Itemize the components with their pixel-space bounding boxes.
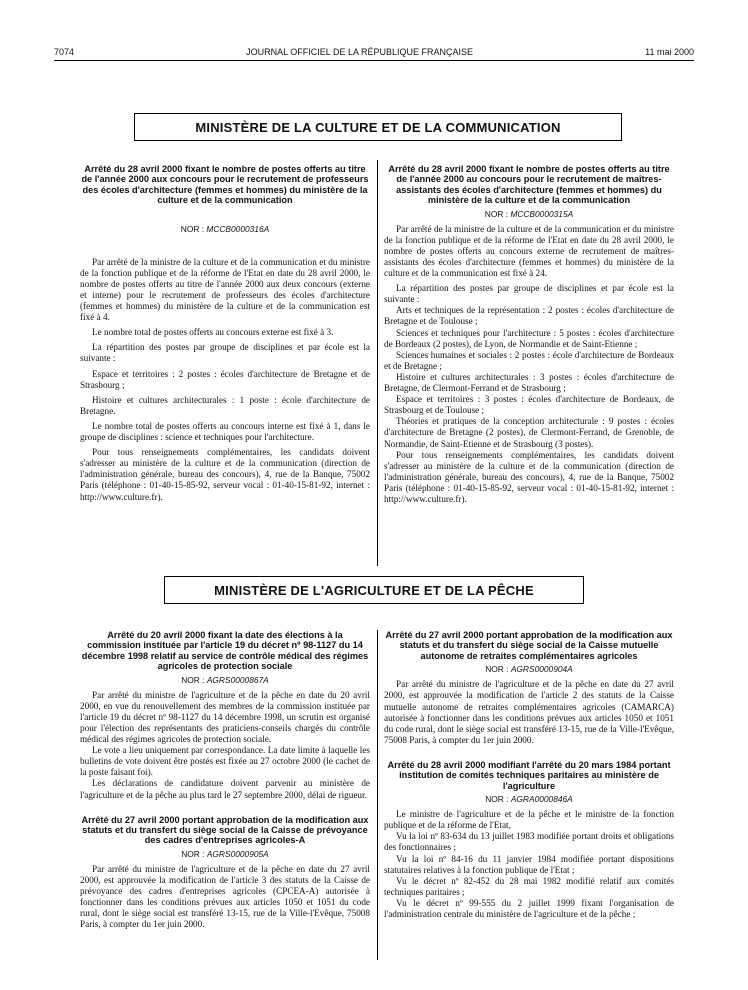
decree-paragraph: Vu la loi nº 83-634 du 13 juillet 1983 modifiée portant droits et obligations des fonctionnaires ;: [384, 831, 674, 853]
nor-reference: NOR : AGRS0000904A: [485, 664, 573, 675]
decree-title: Arrêté du 27 avril 2000 portant approbation de la modification aux statuts et du transfert du siège social de la Caisse mutuelle autonome de retraites complémentaires agricoles: [385, 630, 673, 661]
decree-paragraph: Histoire et cultures architecturales : 3 postes : écoles d'architecture de Bretagne, de Clermont-Ferrand et de Strasbourg ;: [384, 371, 674, 394]
ministry-agriculture-heading: MINISTÈRE DE L'AGRICULTURE ET DE LA PÊCHE: [164, 576, 584, 604]
decree-paragraph: Sciences humaines et sociales : 2 postes : école d'architecture de Bordeaux et de Bretagne ;: [384, 349, 674, 371]
nor-reference: NOR : MCCB0000315A: [484, 208, 574, 219]
decree-cpcea: [80, 815, 370, 931]
decree-paragraph: Par arrêté du ministre de l'agriculture et de la pêche en date du 27 avril 2000, est approuvée la modification de l'article 2 des statuts de la Caisse mutuelle autonome de retraites complémentaires agricoles (CAMARCA) autorisée à fonctionner dans les conditions prévues aux articles 1050 et 1051 du code rural, dont le siège social est transféré 13-15, rue de la Ville-l'Evêque, 75008 Paris, à compter du 1er juin 2000.: [384, 679, 674, 745]
decree-paragraph: Pour tous renseignements complémentaires, les candidats doivent s'adresser au ministère de la culture et de la communication (direction de l'administration générale, bureau des concours), 4, rue de la Banque, 75002 Paris (téléphone : 01-40-15-85-92, serveur vocal : 01-40-15-81-92, internet : http://www.culture.fr).: [384, 449, 674, 504]
decree-elections: [80, 630, 370, 801]
decree-paragraph: Les déclarations de candidature doivent parvenir au ministère de l'agriculture et de la pêche au plus tard le 27 septembre 2000, délai de rigueur.: [80, 778, 370, 800]
nor-reference: NOR : MCCB0000316A: [180, 223, 270, 234]
decree-paragraph: Théories et pratiques de la conception architecturale : 9 postes : écoles d'architecture de Bretagne (2 postes), de Clermont-Ferrand, de Grenoble, de Normandie, de Saint-Etienne et de Strasbourg (3 postes).: [384, 416, 674, 449]
decree-title: Arrêté du 28 avril 2000 fixant le nombre de postes offerts au titre de l'année 2000 au concours pour le recrutement de maîtres-assistants des écoles d'architecture (femmes et hommes) du ministère de la culture et de la communication: [388, 164, 670, 206]
decree-paragraph: Le nombre total de postes offerts au concours externe est fixé à 3.: [92, 327, 334, 338]
decree-paragraph: Pour tous renseignements complémentaires, les candidats doivent s'adresser au ministère de la culture et de la communication (direction de l'administration générale, bureau des concours), 4, rue de la Banque, 75002 Paris (téléphone : 01-40-15-85-92, serveur vocal : 01-40-15-81-92, internet : http://www.culture.fr).: [80, 447, 370, 502]
decree-paragraph: Espace et territoires : 2 postes : écoles d'architecture de Bretagne et de Strasbourg ;: [80, 368, 370, 390]
decree-paragraph: Sciences et techniques pour l'architecture : 5 postes : écoles d'architecture de Bordeaux (2 postes), de Lyon, de Normandie et de Saint-Etienne ;: [384, 327, 674, 349]
journal-title: JOURNAL OFFICIEL DE LA RÉPUBLIQUE FRANÇAISE: [246, 47, 474, 57]
decree-comites-techniques: [384, 760, 674, 920]
agriculture-left-column: [80, 630, 370, 935]
nor-reference: NOR : AGRS0000867A: [181, 674, 269, 685]
ministry-culture-heading: MINISTÈRE DE LA CULTURE ET DE LA COMMUNICATION: [134, 113, 622, 141]
agriculture-right-column: [384, 630, 674, 920]
decree-paragraph: Arts et techniques de la représentation : 2 postes : écoles d'architecture de Bretagne et de Toulouse ;: [384, 305, 674, 327]
decree-paragraph: Histoire et cultures architecturales : 1 poste : école d'architecture de Bretagne.: [80, 394, 370, 416]
decree-professeurs: [80, 164, 370, 507]
decree-paragraph: Vu le décret nº 99-555 du 2 juillet 1999 fixant l'organisation de l'administration centrale du ministère de l'agriculture et de la pêche ;: [384, 897, 674, 920]
decree-paragraph: Par arrêté de la ministre de la culture et de la communication et du ministre de la fonction publique et de la réforme de l'Etat en date du 28 avril 2000, le nombre de postes offerts au titre de l'année 2000 aux deux concours (externe et interne) pour le recrutement de professeurs des écoles d'architecture (femmes et hommes) du ministère de la culture et de la communication est fixé à 4.: [80, 256, 370, 323]
decree-title: Arrêté du 28 avril 2000 fixant le nombre de postes offerts au titre de l'année 2000 aux concours pour le recrutement de professeurs des écoles d'architecture (femmes et hommes) du ministère de la culture et de la communication: [81, 164, 369, 206]
decree-paragraph: Par arrêté de la ministre de la culture et de la communication et du ministre de la fonction publique et de la réforme de l'Etat en date du 28 avril 2000, le nombre de postes offerts au concours externe de recrutement de maîtres-assistants des écoles d'architecture (femmes et hommes) du ministère de la culture et de la communication est fixé à 24.: [384, 223, 674, 279]
decree-paragraph: Par arrêté du ministre de l'agriculture et de la pêche en date du 20 avril 2000, en vue du renouvellement des membres de la commission instituée par l'article 19 du décret nº 98-1127 du 14 décembre 1998, un scrutin est organisé pour l'élection des représentants des praticiens-conseils chargés du contrôle médical des régimes agricoles de protection sociale.: [80, 689, 370, 745]
nor-reference: NOR : AGRA0000846A: [485, 794, 573, 805]
decree-paragraph: Le nombre total de postes offerts au concours interne est fixé à 1, dans le groupe de disciplines : science et techniques pour l'architecture.: [80, 420, 370, 443]
page-header: [54, 47, 694, 61]
nor-reference: NOR : AGRS0000905A: [181, 848, 269, 859]
decree-paragraph: Le ministre de l'agriculture et de la pêche et le ministre de la fonction publique et de la réforme de l'Etat,: [384, 809, 674, 831]
decree-paragraph: La répartition des postes par groupe de disciplines et par école est la suivante :: [80, 342, 370, 364]
decree-title: Arrêté du 28 avril 2000 modifiant l'arrêté du 20 mars 1984 portant institution de comités techniques paritaires au ministère de l'agriculture: [387, 759, 671, 791]
decree-paragraph: Espace et territoires : 3 postes : écoles d'architecture de Bordeaux, de Strasbourg et de Toulouse ;: [384, 394, 674, 416]
decree-title: Arrêté du 20 avril 2000 fixant la date des élections à la commission instituée par l'article 19 du décret nº 98-1127 du 14 décembre 1998 relatif au service de contrôle médical des régimes agricoles de protection sociale: [81, 630, 369, 672]
decree-paragraph: Le vote a lieu uniquement par correspondance. La date limite à laquelle les bulletins de vote doivent être postés est fixée au 27 octobre 2000 (le cachet de la poste faisant foi).: [80, 745, 370, 778]
decree-paragraph: Vu la loi nº 84-16 du 11 janvier 1984 modifiée portant dispositions statutaires relatives à la fonction publique de l'Etat ;: [384, 853, 674, 875]
decree-maitres-assistants: [384, 164, 674, 509]
decree-camarca: [384, 630, 674, 746]
decree-paragraph: Vu le décret nº 82-452 du 28 mai 1982 modifié relatif aux comités techniques paritaires ;: [384, 875, 674, 897]
decree-paragraph: La répartition des postes par groupe de disciplines et par école est la suivante :: [384, 283, 674, 305]
publication-date: 11 mai 2000: [645, 47, 694, 57]
column-divider: [377, 160, 378, 566]
column-divider: [377, 630, 378, 960]
decree-title: Arrêté du 27 avril 2000 portant approbation de la modification aux statuts et du transfert du siège social de la Caisse de prévoyance des cadres d'entreprises agricoles-A: [81, 814, 369, 846]
page-number: 7074: [54, 47, 75, 57]
decree-paragraph: Par arrêté du ministre de l'agriculture et de la pêche en date du 27 avril 2000, est approuvée la modification de l'article 3 des statuts de la Caisse de prévoyance des cadres d'entreprises agricoles (CPCEA-A) autorisée à fonctionner dans les conditions prévues aux articles 1050 et 1051 du code rural, dont le siège social est transféré 13-15, rue de la Ville-l'Evêque, 75008 Paris, à compter du 1er juin 2000.: [80, 863, 370, 930]
